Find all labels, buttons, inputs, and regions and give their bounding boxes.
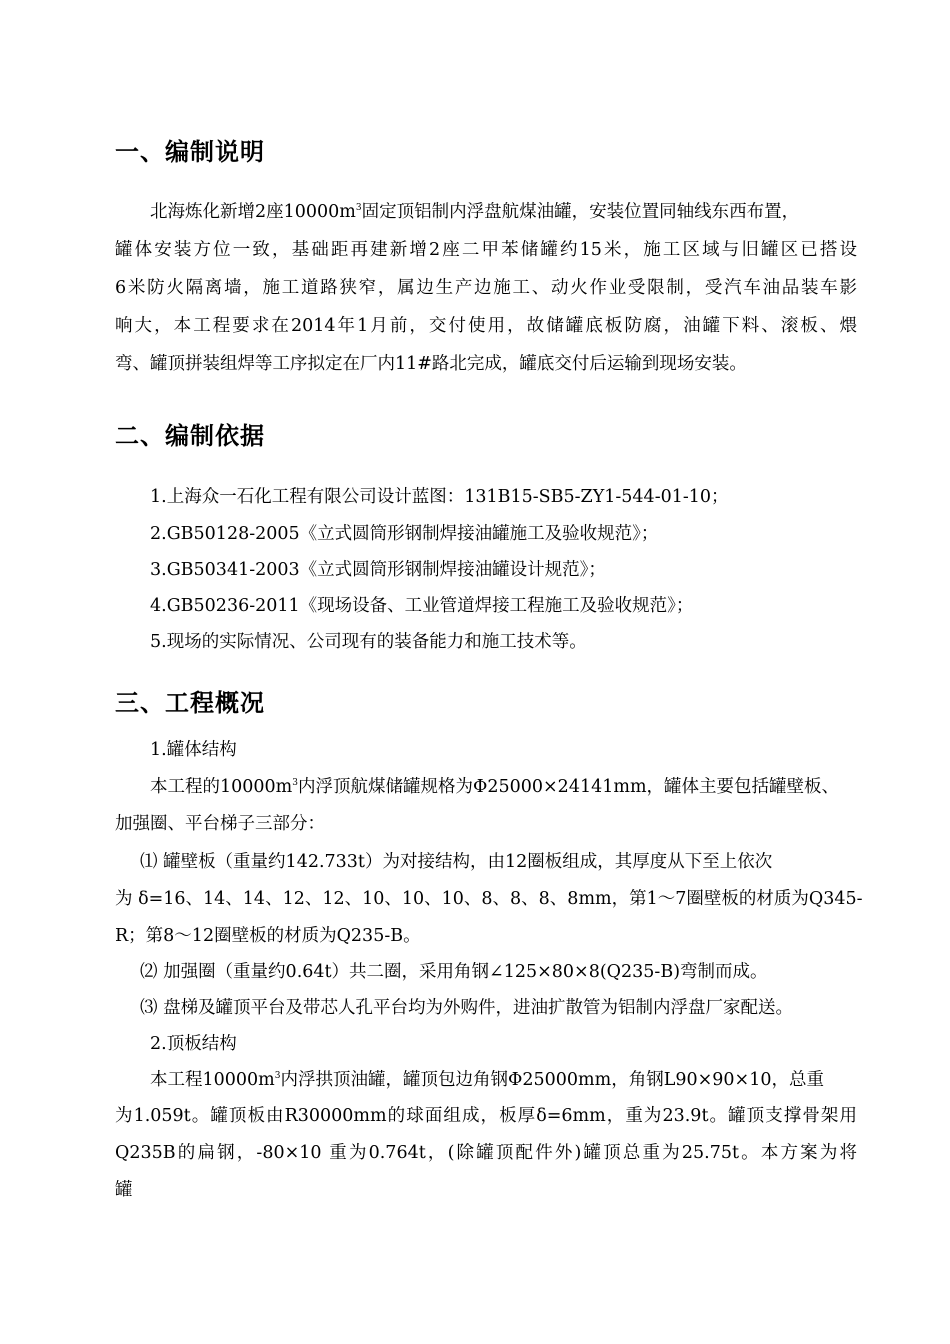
list-item: ⑵ 加强圈（重量约0.64t）共二圈，采用角钢∠125×80×8(Q235-B)弯制而成。 [140,962,768,982]
paragraph-line: 响大，本工程要求在2014年1月前，交付使用，故储罐底板防腐，油罐下料、滚板、煨 [115,316,857,336]
section-heading-1: 一、编制说明 [115,138,265,166]
paragraph-line: 为1.059t。罐顶板由R30000mm的球面组成，板厚δ=6mm，重为23.9t。罐顶支撑骨架用 [115,1106,857,1126]
paragraph-line: 6米防火隔离墙，施工道路狭窄，属边生产边施工、动火作业受限制，受汽车油品装车影 [115,278,857,298]
subsection-title: 2.顶板结构 [150,1034,237,1054]
reference-item: 2.GB50128-2005《立式圆筒形钢制焊接油罐施工及验收规范》； [150,524,659,544]
paragraph-line: Q235B的扁钢，-80×10 重为0.764t，(除罐顶配件外)罐顶总重为25.75t。本方案为将 [115,1143,857,1163]
list-item-continuation: R；第8～12圈壁板的材质为Q235-B。 [115,926,421,946]
reference-item: 1.上海众一石化工程有限公司设计蓝图：131B15-SB5-ZY1-544-01-10； [150,487,729,507]
paragraph-line: 北海炼化新增2座$10000m^3$固定顶铝制内浮盘航煤油罐，安装位置同轴线东西布置， [150,202,800,222]
paragraph-line: 加强圈、平台梯子三部分： [115,814,325,834]
paragraph-line: 弯、罐顶拼装组焊等工序拟定在厂内11#路北完成，罐底交付后运输到现场安装。 [115,354,747,374]
reference-item: 5.现场的实际情况、公司现有的装备能力和施工技术等。 [150,632,587,652]
section-heading-3: 三、工程概况 [115,689,265,717]
paragraph-line: 罐 [115,1180,133,1200]
reference-item: 3.GB50341-2003《立式圆筒形钢制焊接油罐设计规范》； [150,560,606,580]
list-item: ⑴ 罐壁板（重量约142.733t）为对接结构，由12圈板组成，其厚度从下至上依次 [140,852,773,872]
list-item: ⑶ 盘梯及罐顶平台及带芯人孔平台均为外购件，进油扩散管为铝制内浮盘厂家配送。 [140,998,794,1018]
paragraph-line: 罐体安装方位一致，基础距再建新增2座二甲苯储罐约15米，施工区域与旧罐区已搭设 [115,240,857,260]
subsection-title: 1.罐体结构 [150,740,237,760]
reference-item: 4.GB50236-2011《现场设备、工业管道焊接工程施工及验收规范》； [150,596,694,616]
section-heading-2: 二、编制依据 [115,422,265,450]
list-item-continuation: 为 δ=16、14、14、12、12、10、10、10、8、8、8、8mm，第1～7圈壁板的材质为Q345- [115,889,863,909]
paragraph-line: 本工程$10000m^3$内浮拱顶油罐，罐顶包边角钢Φ25000mm，角钢L90×90×10，总重 [150,1070,824,1090]
paragraph-line: 本工程的$10000m^3$内浮顶航煤储罐规格为Φ25000×24141mm，罐体主要包括罐壁板、 [150,777,840,797]
